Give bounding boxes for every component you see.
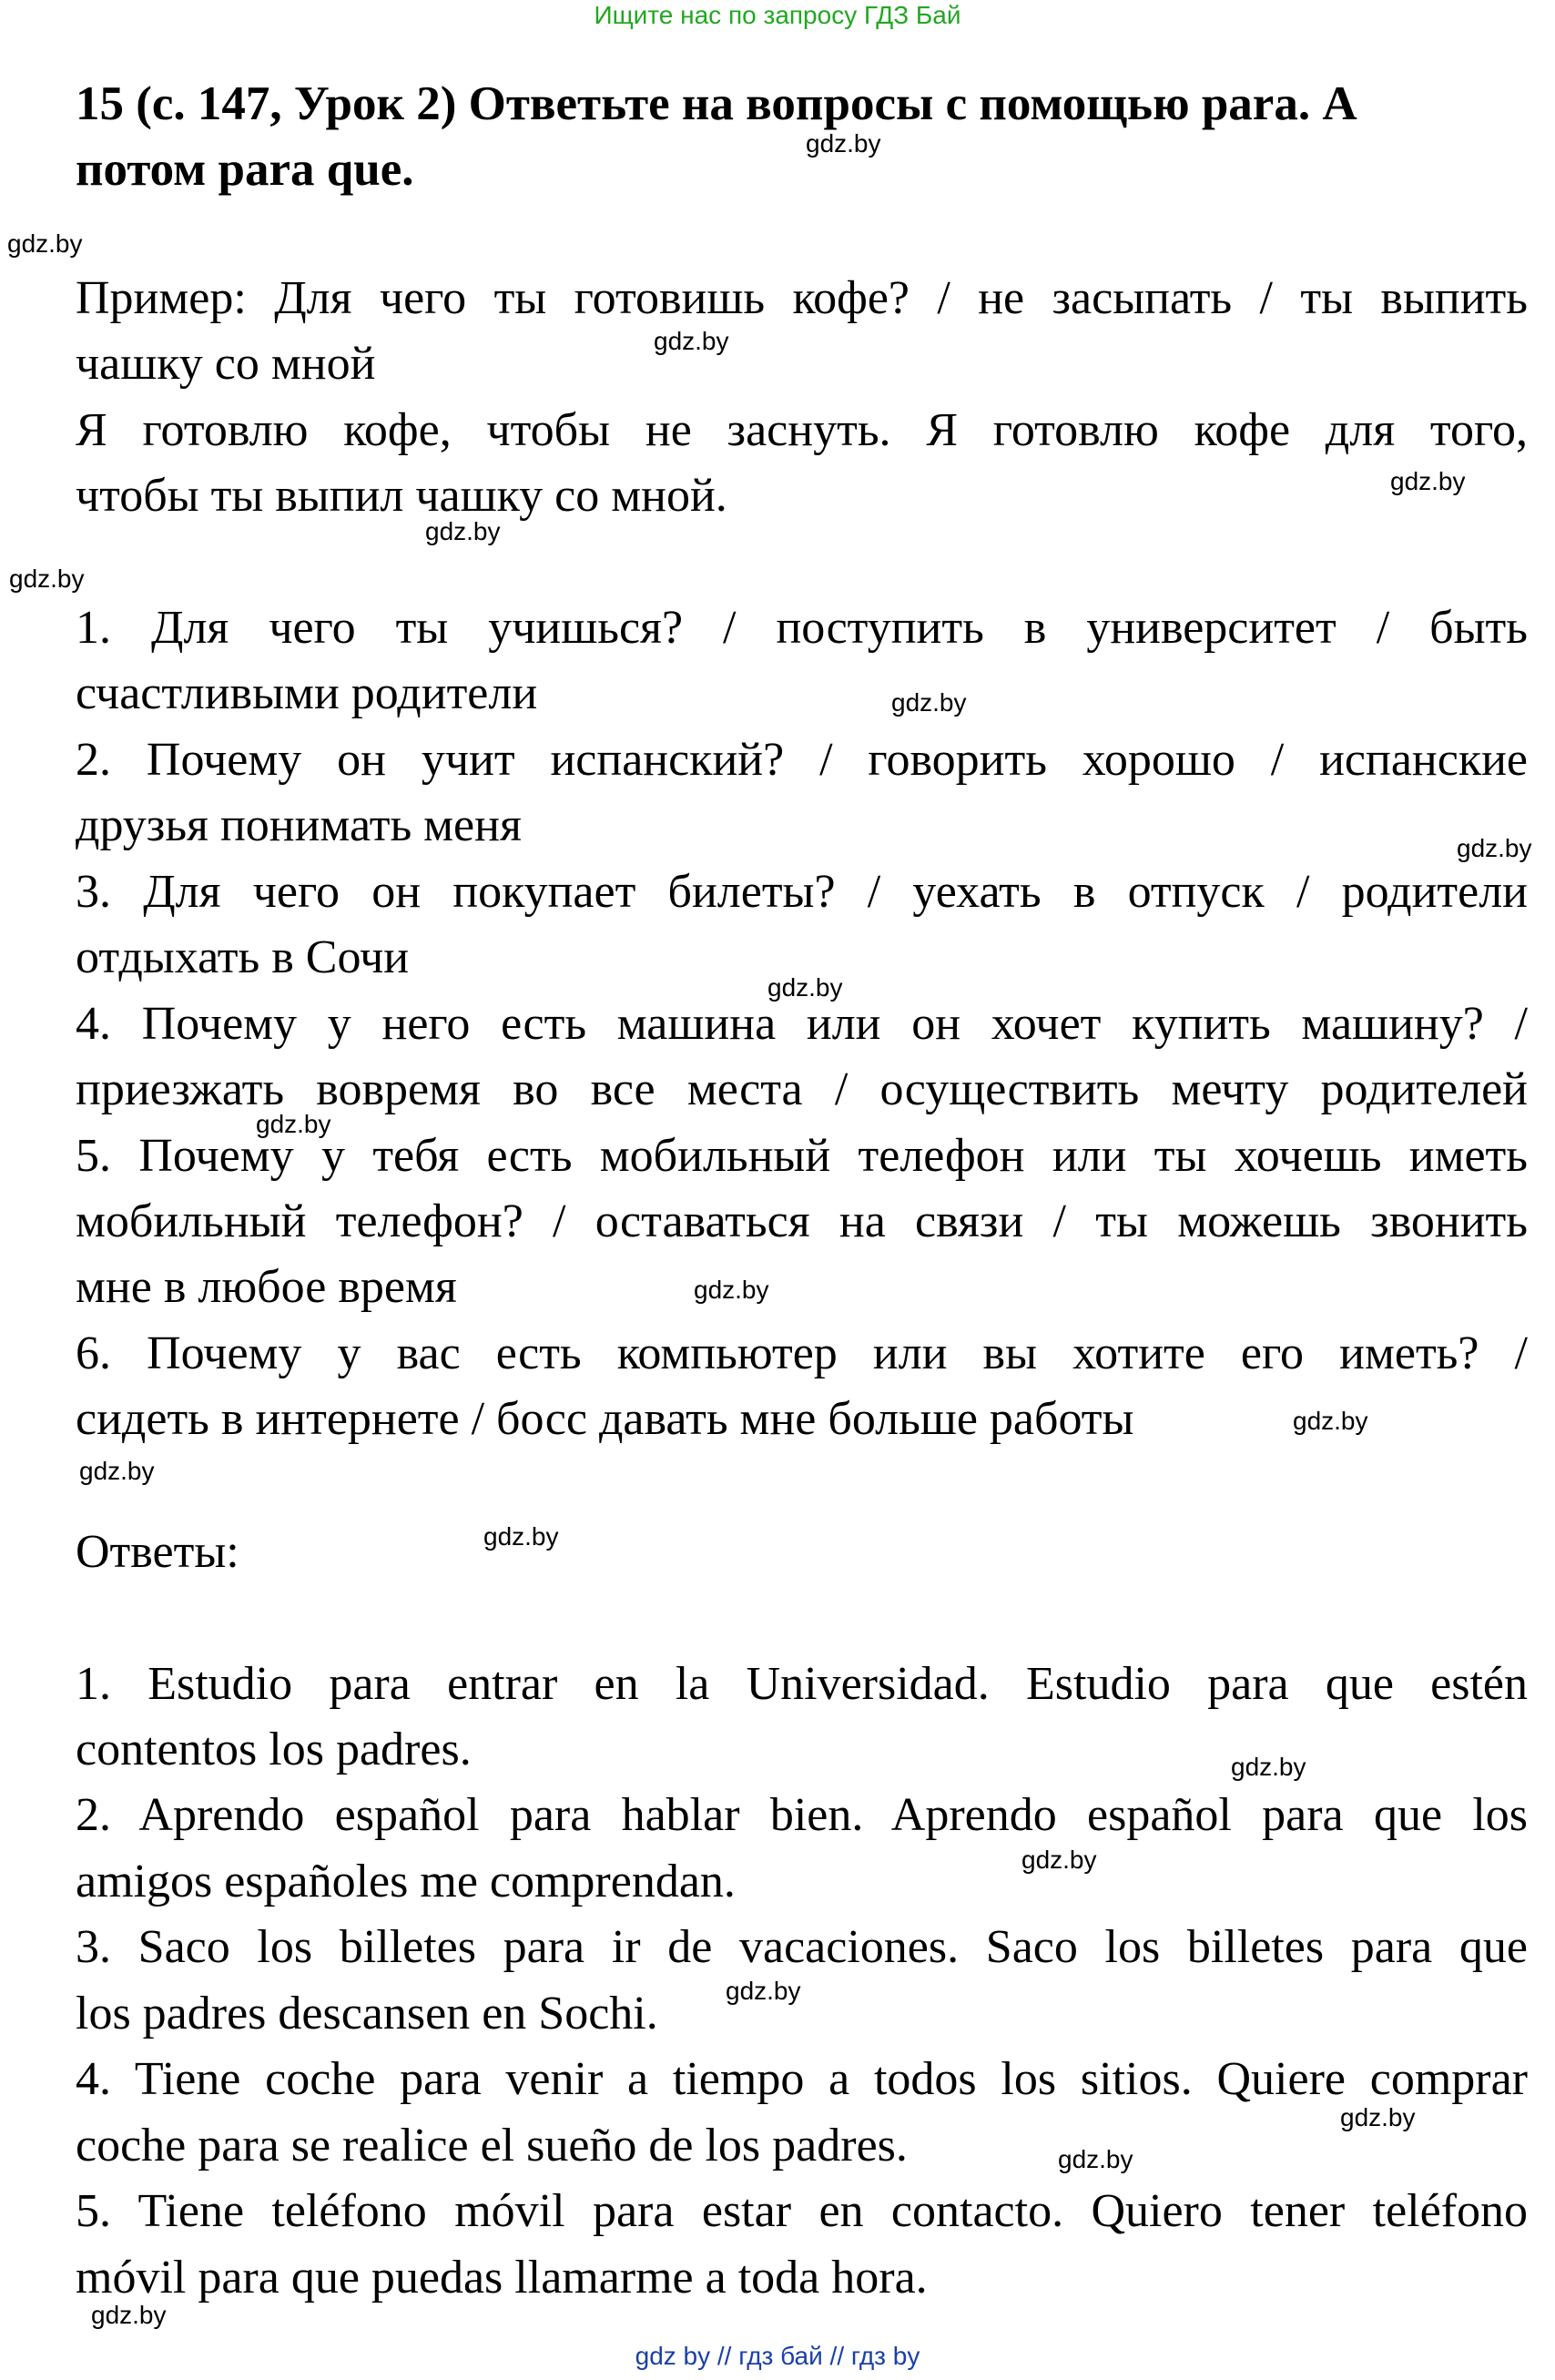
question-line: отдыхать в Сочи (76, 931, 410, 983)
question-line: 3. Для чего он покупает билеты? / уехать в отпуск / родители (76, 866, 1528, 918)
example-line: Я готовлю кофе, чтобы не заснуть. Я готовлю кофе для того, (76, 404, 1528, 456)
watermark-text: gdz.by (694, 1276, 769, 1304)
task-heading (76, 71, 1532, 202)
question-line: мобильный телефон? / оставаться на связи / ты можешь звонить (76, 1195, 1528, 1247)
watermark-text: gdz.by (1293, 1407, 1368, 1435)
answer-line: 1. Estudio para entrar en la Universidad. Estudio para que estén (76, 1658, 1528, 1710)
answer-line: amigos españoles me comprendan. (76, 1856, 736, 1907)
question-line: приезжать вовремя во все места / осуществить мечту родителей (76, 1063, 1528, 1115)
answers-label: Ответы: (76, 1526, 239, 1578)
footer-links[interactable]: gdz by // гдз бай // гдз by (635, 2342, 920, 2370)
watermark-text: gdz.by (1457, 834, 1532, 862)
watermark-text: gdz.by (806, 129, 881, 158)
question-line: 1. Для чего ты учишься? / поступить в университет / быть (76, 602, 1528, 654)
watermark-text: gdz.by (256, 1110, 331, 1138)
example-line: чтобы ты выпил чашку со мной. (76, 470, 727, 522)
answer-line: 4. Tiene coche para venir a tiempo a todos los sitios. Quiere comprar (76, 2053, 1528, 2105)
question-line: сидеть в интернете / босс давать мне больше работы (76, 1393, 1134, 1445)
answer-line: 3. Saco los billetes para ir de vacaciones. Saco los billetes para que (76, 1921, 1528, 1973)
question-line: 6. Почему у вас есть компьютер или вы хотите его иметь? / (76, 1327, 1528, 1379)
watermark-text: gdz.by (1058, 2145, 1133, 2173)
answer-line: móvil para que puedas llamarme a toda hora. (76, 2252, 928, 2304)
answer-line: los padres descansen en Sochi. (76, 1988, 658, 2039)
watermark-text: gdz.by (726, 1977, 801, 2005)
watermark-text: gdz.by (91, 2301, 167, 2329)
answer-line: contentos los padres. (76, 1724, 472, 1775)
watermark-text: gdz.by (9, 564, 85, 593)
watermark-text: gdz.by (1390, 467, 1466, 495)
watermark-text: gdz.by (1021, 1846, 1097, 1874)
watermark-text: gdz.by (79, 1457, 155, 1485)
top-search-hint-link[interactable]: Ищите нас по запросу ГДЗ Бай (594, 1, 961, 29)
watermark-text: gdz.by (483, 1522, 559, 1551)
question-line: друзья понимать меня (76, 799, 522, 851)
watermark-text: gdz.by (1340, 2103, 1416, 2131)
answer-line: 2. Aprendo español para hablar bien. Aprendo español para que los (76, 1789, 1528, 1841)
question-line: 5. Почему у тебя есть мобильный телефон или ты хочешь иметь (76, 1130, 1528, 1182)
question-line: 2. Почему он учит испанский? / говорить хорошо / испанские (76, 734, 1528, 786)
answer-line: 5. Tiene teléfono móvil para estar en contacto. Quiero tener teléfono (76, 2185, 1528, 2237)
watermark-text: gdz.by (891, 688, 967, 717)
question-line: 4. Почему у него есть машина или он хочет купить машину? / (76, 998, 1528, 1050)
watermark-text: gdz.by (425, 517, 501, 545)
task-heading-line: 15 (с. 147, Урок 2) Ответьте на вопросы с помощью para. А (76, 77, 1357, 130)
watermark-text: gdz.by (1231, 1753, 1306, 1781)
answer-line: coche para se realice el sueño de los padres. (76, 2120, 908, 2171)
example-line: чашку со мной (76, 338, 376, 390)
task-heading-line: потом para que. (76, 143, 414, 196)
example-line: Пример: Для чего ты готовишь кофе? / не засыпать / ты выпить (76, 272, 1528, 324)
watermark-text: gdz.by (7, 229, 83, 258)
watermark-text: gdz.by (767, 973, 843, 1002)
question-line: счастливыми родители (76, 667, 538, 719)
question-line: мне в любое время (76, 1261, 457, 1313)
watermark-text: gdz.by (654, 327, 729, 355)
